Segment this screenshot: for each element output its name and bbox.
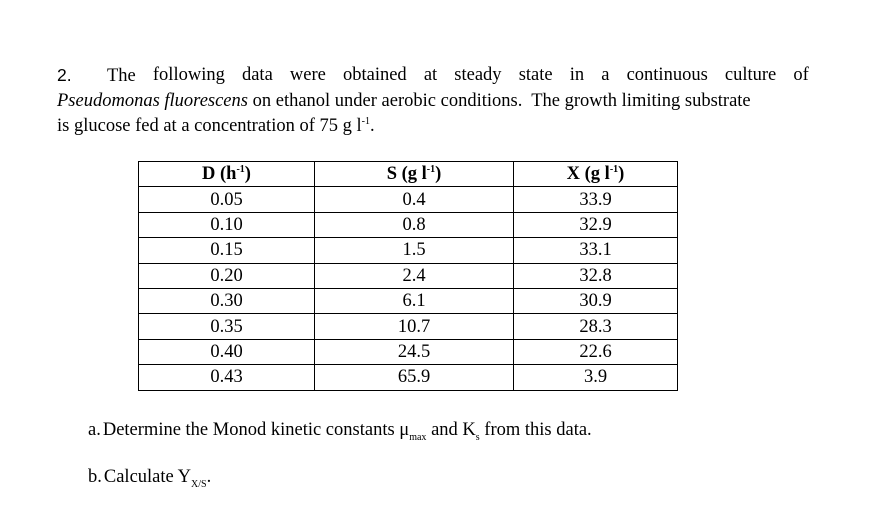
cell-s: 1.5	[315, 238, 514, 263]
table-row	[139, 263, 678, 288]
table-row	[139, 238, 678, 263]
part-a-text-2: and K	[426, 420, 476, 440]
cell-x: 32.9	[514, 212, 678, 237]
question-block	[57, 63, 809, 139]
cell-x: 28.3	[514, 314, 678, 339]
question-word: steady	[454, 65, 502, 85]
part-b-label: b.	[88, 467, 102, 487]
question-line-2-text: on ethanol under aerobic conditions. The growth limiting substrate	[252, 91, 751, 111]
cell-x: 30.9	[514, 288, 678, 313]
table-row	[139, 365, 678, 390]
question-line-3-end: .	[369, 116, 375, 136]
header-substrate: S (g $l^{-1}$)	[315, 162, 514, 187]
question-word: culture	[724, 65, 777, 85]
organism-name: Pseudomonas fluorescens	[57, 91, 248, 111]
question-number: 2.	[57, 65, 72, 85]
mu-symbol: μ	[399, 420, 410, 440]
cell-d: 0.15	[139, 238, 315, 263]
question-word: data	[241, 65, 273, 85]
part-b-text: Calculate Y	[103, 467, 192, 487]
cell-s: 0.4	[315, 187, 514, 212]
part-b	[88, 467, 211, 488]
unit-superscript: -1	[361, 116, 370, 127]
question-word: at	[423, 65, 438, 85]
cell-d: 0.10	[139, 212, 315, 237]
table-header-row	[139, 162, 678, 187]
cell-s: 24.5	[315, 339, 514, 364]
cell-d: 0.20	[139, 263, 315, 288]
cell-s: 10.7	[315, 314, 514, 339]
question-word: following	[152, 65, 225, 85]
question-line-3	[57, 114, 809, 139]
header-dilution-rate: D $(h^{-1})$	[139, 162, 315, 187]
cell-d: 0.43	[139, 365, 315, 390]
table-row	[139, 314, 678, 339]
mu-subscript: max	[409, 432, 427, 443]
cell-d: 0.35	[139, 314, 315, 339]
question-line-2	[57, 89, 809, 114]
part-a-label: a.	[88, 420, 101, 440]
cell-x: 32.8	[514, 263, 678, 288]
question-word: of	[793, 65, 809, 85]
cell-x: 22.6	[514, 339, 678, 364]
question-word: state	[518, 65, 553, 85]
part-a	[88, 420, 592, 441]
cell-s: 2.4	[315, 263, 514, 288]
part-a-text-3: from this data.	[479, 420, 592, 440]
question-number-and-first-word	[57, 63, 136, 89]
question-word: were	[289, 65, 326, 85]
part-b-end: .	[206, 467, 212, 487]
question-word: continuous	[626, 65, 708, 85]
data-table	[138, 161, 678, 391]
table-row	[139, 212, 678, 237]
cell-d: 0.40	[139, 339, 315, 364]
yield-subscript: X/S	[191, 479, 207, 490]
cell-x: 33.9	[514, 187, 678, 212]
cell-s: 65.9	[315, 365, 514, 390]
question-word: in	[569, 65, 585, 85]
table-row	[139, 187, 678, 212]
cell-s: 0.8	[315, 212, 514, 237]
cell-x: 3.9	[514, 365, 678, 390]
k-subscript: s	[475, 432, 480, 443]
header-biomass: X (g $l^{-1}$)	[514, 162, 678, 187]
part-a-text: Determine the Monod kinetic constants	[102, 420, 400, 440]
cell-d: 0.05	[139, 187, 315, 212]
table-row	[139, 339, 678, 364]
question-line-3-text: is glucose fed at a concentration of 75 g l	[57, 116, 362, 136]
question-word: obtained	[342, 65, 407, 85]
question-word: The	[107, 66, 136, 86]
question-line-1	[57, 63, 809, 89]
table-row	[139, 288, 678, 313]
cell-s: 6.1	[315, 288, 514, 313]
question-word: a	[601, 65, 610, 85]
cell-x: 33.1	[514, 238, 678, 263]
cell-d: 0.30	[139, 288, 315, 313]
